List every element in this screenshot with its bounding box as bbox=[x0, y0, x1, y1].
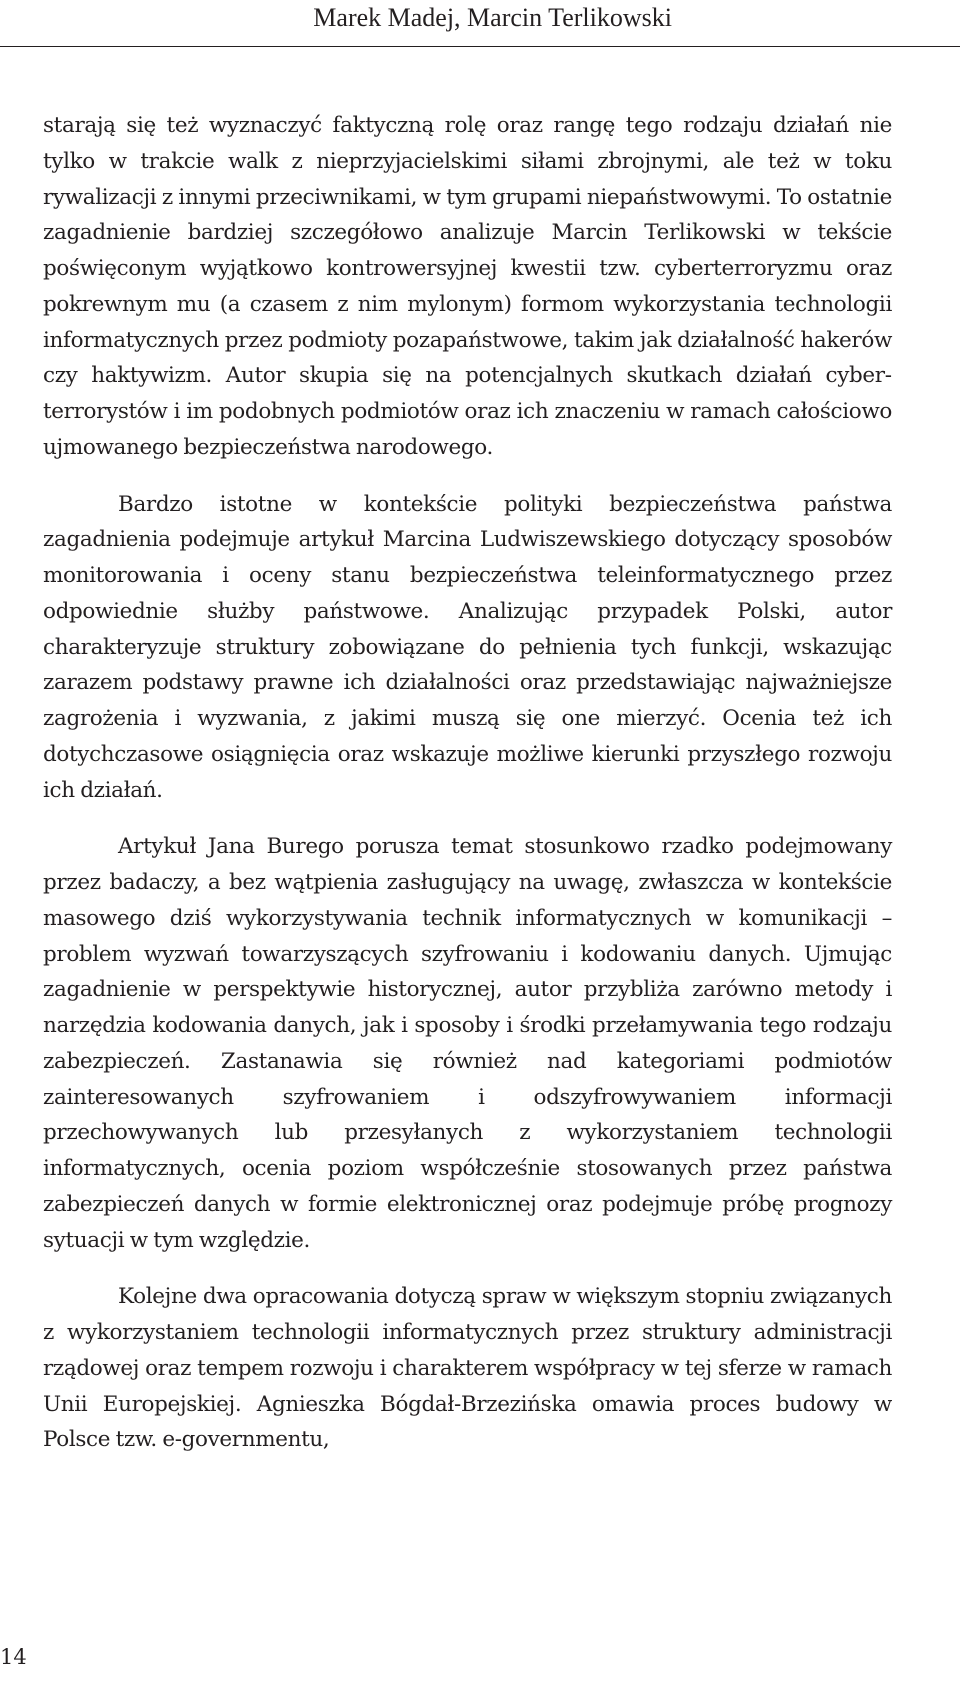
running-header: Marek Madej, Marcin Terlikowski bbox=[313, 3, 672, 32]
paragraph-continuation: starają się też wyznaczyć faktyczną rolę oraz rangę tego rodzaju działań nie tylko w trakcie walk z nieprzyjacielskimi siłami zbrojnymi, ale też w toku rywalizacji z innymi przeciwnikami, w tym grupami niepaństwowymi. To ostatnie zagadnienie bardziej szczegółowo analizuje Marcin Terlikowski w tekście poświęconym wyjątkowo kontrowersyjnej kwestii tzw. cyberterroryzmu oraz pokrewnym mu (a czasem z nim mylonym) formom wykorzystania technologii informatycznych przez podmioty pozapaństwowe, takim jak działalność hakerów czy haktywizm. Autor skupia się na potencjalnych skutkach działań cyberterrorystów i im podobnych podmiotów oraz ich znaczeniu w ramach całościowo ujmowanego bezpieczeństwa narodowego. bbox=[43, 113, 892, 460]
page-number: 14 bbox=[0, 1645, 27, 1669]
paragraph-bury: Artykuł Jana Burego porusza temat stosunkowo rzadko podejmowany przez badaczy, a bez wątpienia zasługujący na uwagę, zwłaszcza w kontekście masowego dziś wykorzystywania technik informatycznych w komunikacji – problem wyzwań towarzyszących szyfrowaniu i kodowaniu danych. Ujmując zagadnienie w perspektywie historycznej, autor przybliża zarówno metody i narzędzia kodowania danych, jak i sposoby i środki przełamywania tego rodzaju zabezpieczeń. Zastanawia się również nad kategoriami podmiotów zainteresowanych szyfrowaniem i odszyfrowywaniem informacji przechowywanych lub przesyłanych z wykorzystaniem technologii informatycznych, ocenia poziom współcześnie stosowanych przez państwa zabezpieczeń danych w formie elektronicznej oraz podejmuje próbę prognozy sytuacji w tym względzie. bbox=[43, 834, 892, 1253]
paragraph-ludwiszewski: Bardzo istotne w kontekście polityki bezpieczeństwa państwa zagadnienia podejmuje artykuł Marcina Ludwiszewskiego dotyczący sposobów monitorowania i oceny stanu bezpieczeństwa teleinformatycznego przez odpowiednie służby państwowe. Analizując przypadek Polski, autor charakteryzuje struktury zobowiązane do pełnienia tych funkcji, wskazując zarazem podstawy prawne ich działalności oraz przedstawiając najważniejsze zagrożenia i wyzwania, z jakimi muszą się one mierzyć. Ocenia też ich dotychczasowe osiągnięcia oraz wskazuje możliwe kierunki przyszłego rozwoju ich działań. bbox=[43, 491, 892, 803]
body-text bbox=[43, 108, 892, 1458]
paragraph-eu-cooperation: Kolejne dwa opracowania dotyczą spraw w większym stopniu związanych z wykorzystaniem technologii informatycznych przez struktury administracji rządowej oraz tempem rozwoju i charakterem współpracy w tej sferze w ramach Unii Europejskiej. Agnieszka Bógdał-Brzezińska omawia proces budowy w Polsce tzw. e-governmentu, bbox=[43, 1284, 892, 1453]
header-rule bbox=[0, 46, 960, 47]
